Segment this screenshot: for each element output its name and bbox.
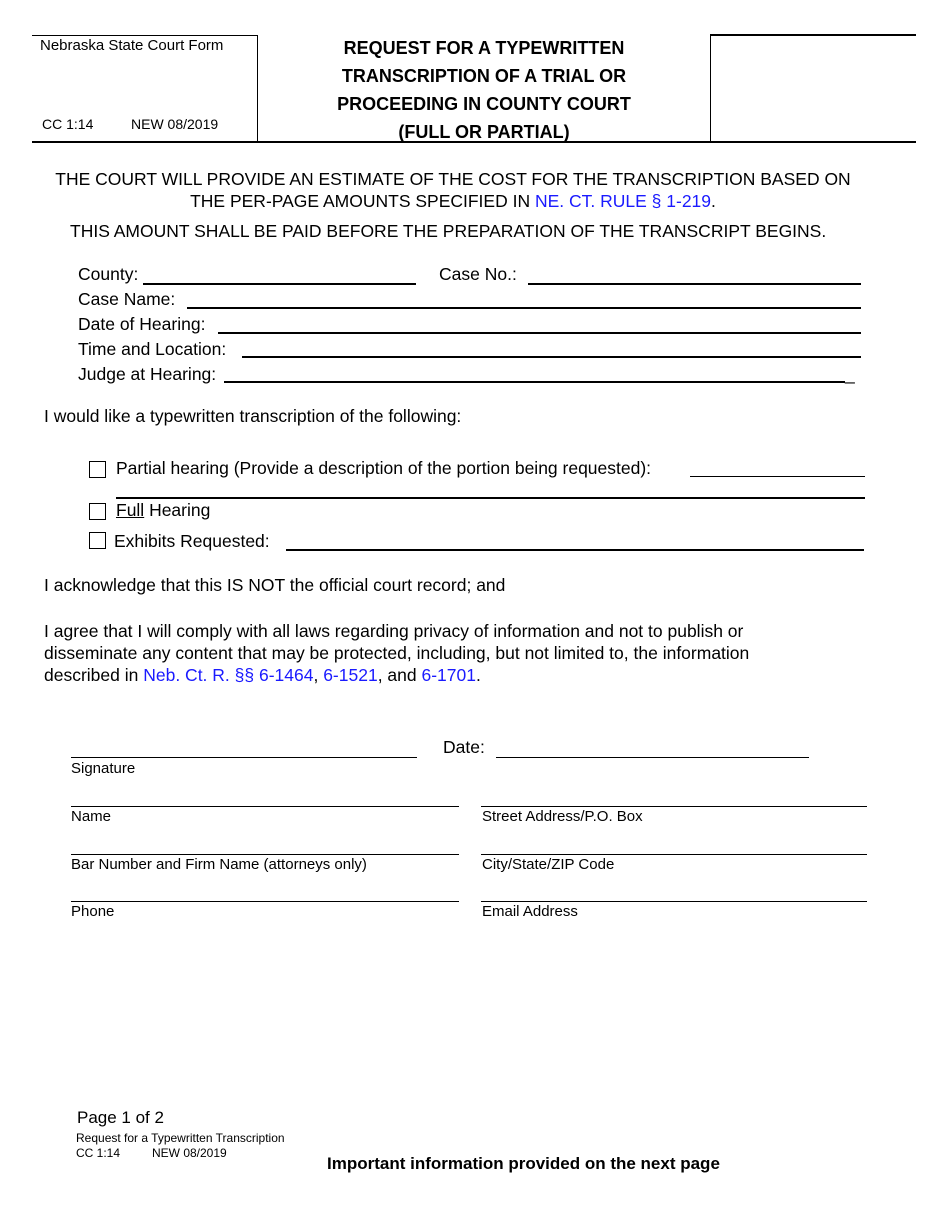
date-field[interactable] xyxy=(498,738,806,756)
judge-field[interactable] xyxy=(227,364,842,382)
street-address-caption: Street Address/P.O. Box xyxy=(482,808,643,825)
bar-number-caption: Bar Number and Firm Name (attorneys only) xyxy=(71,856,367,873)
payment-notice: THIS AMOUNT SHALL BE PAID BEFORE THE PREPARATION OF THE TRANSCRIPT BEGINS. xyxy=(70,221,827,241)
form-version: NEW 08/2019 xyxy=(131,116,219,132)
cost-notice: THE COURT WILL PROVIDE AN ESTIMATE OF THE COST FOR THE TRANSCRIPTION BASED ON THE PER-PAGE AMOUNTS SPECIFIED IN NE. CT. RULE § 1-219. xyxy=(55,169,851,211)
street-address-field[interactable] xyxy=(483,787,863,805)
partial-hearing-label: Partial hearing (Provide a description of the portion being requested): xyxy=(116,458,652,478)
city-state-zip-caption: City/State/ZIP Code xyxy=(482,856,615,873)
footer-code: CC 1:14 xyxy=(76,1146,121,1160)
page-number: Page 1 of 2 xyxy=(77,1108,164,1127)
partial-hearing-checkbox[interactable] xyxy=(89,461,106,478)
exhibits-label: Exhibits Requested: xyxy=(114,531,270,551)
name-caption: Name xyxy=(71,808,112,825)
full-hearing-label: Full Hearing xyxy=(116,500,211,520)
footer-version: NEW 08/2019 xyxy=(152,1146,227,1160)
time-location-label: Time and Location: xyxy=(78,339,227,359)
case-no-field[interactable] xyxy=(531,264,859,282)
case-no-label: Case No.: xyxy=(439,264,517,284)
footer-title: Request for a Typewritten Transcription xyxy=(76,1131,285,1145)
form-code: CC 1:14 xyxy=(42,116,94,132)
city-state-zip-field[interactable] xyxy=(483,835,863,853)
county-field[interactable] xyxy=(146,264,414,282)
case-name-label: Case Name: xyxy=(78,289,176,309)
judge-label: Judge at Hearing: xyxy=(78,364,217,384)
form-label: Nebraska State Court Form xyxy=(40,37,224,54)
email-field[interactable] xyxy=(483,882,863,900)
time-location-field[interactable] xyxy=(245,339,858,357)
date-label: Date: xyxy=(443,737,485,757)
agreement-text: I agree that I will comply with all laws regarding privacy of information and not to publish or disseminate any content that may be protected, including, but not limited to, the information described in Neb. Ct. R. §§ 6-1464, 6-1521, and 6-1701. xyxy=(44,621,750,685)
email-caption: Email Address xyxy=(482,903,578,920)
phone-field[interactable] xyxy=(73,882,455,900)
request-intro: I would like a typewritten transcription of the following: xyxy=(44,406,462,426)
date-of-hearing-field[interactable] xyxy=(221,314,858,332)
signature-caption: Signature xyxy=(71,760,136,777)
form-title: REQUEST FOR A TYPEWRITTEN TRANSCRIPTION OF A TRIAL OR PROCEEDING IN COUNTY COURT (FULL OR PARTIAL) xyxy=(337,38,631,142)
rule-6-1521-link[interactable]: 6-1521 xyxy=(323,665,378,685)
name-field[interactable] xyxy=(73,787,455,805)
rule-6-1701-link[interactable]: 6-1701 xyxy=(421,665,476,685)
next-page-notice: Important information provided on the next page xyxy=(327,1154,720,1173)
county-label: County: xyxy=(78,264,139,284)
case-name-field[interactable] xyxy=(190,289,858,307)
phone-caption: Phone xyxy=(71,903,115,920)
acknowledgement-text: I acknowledge that this IS NOT the official court record; and xyxy=(44,575,506,595)
full-hearing-checkbox[interactable] xyxy=(89,503,106,520)
exhibits-field[interactable] xyxy=(289,531,861,549)
partial-description-field[interactable] xyxy=(692,457,862,475)
bar-number-field[interactable] xyxy=(73,835,455,853)
exhibits-checkbox[interactable] xyxy=(89,532,106,549)
judge-trailing-underscore: _ xyxy=(845,364,855,384)
rule-6-1464-link[interactable]: Neb. Ct. R. §§ 6-1464 xyxy=(143,665,314,685)
rule-1-219-link[interactable]: NE. CT. RULE § 1-219 xyxy=(534,191,712,211)
signature-field[interactable] xyxy=(73,738,413,756)
date-of-hearing-label: Date of Hearing: xyxy=(78,314,206,334)
